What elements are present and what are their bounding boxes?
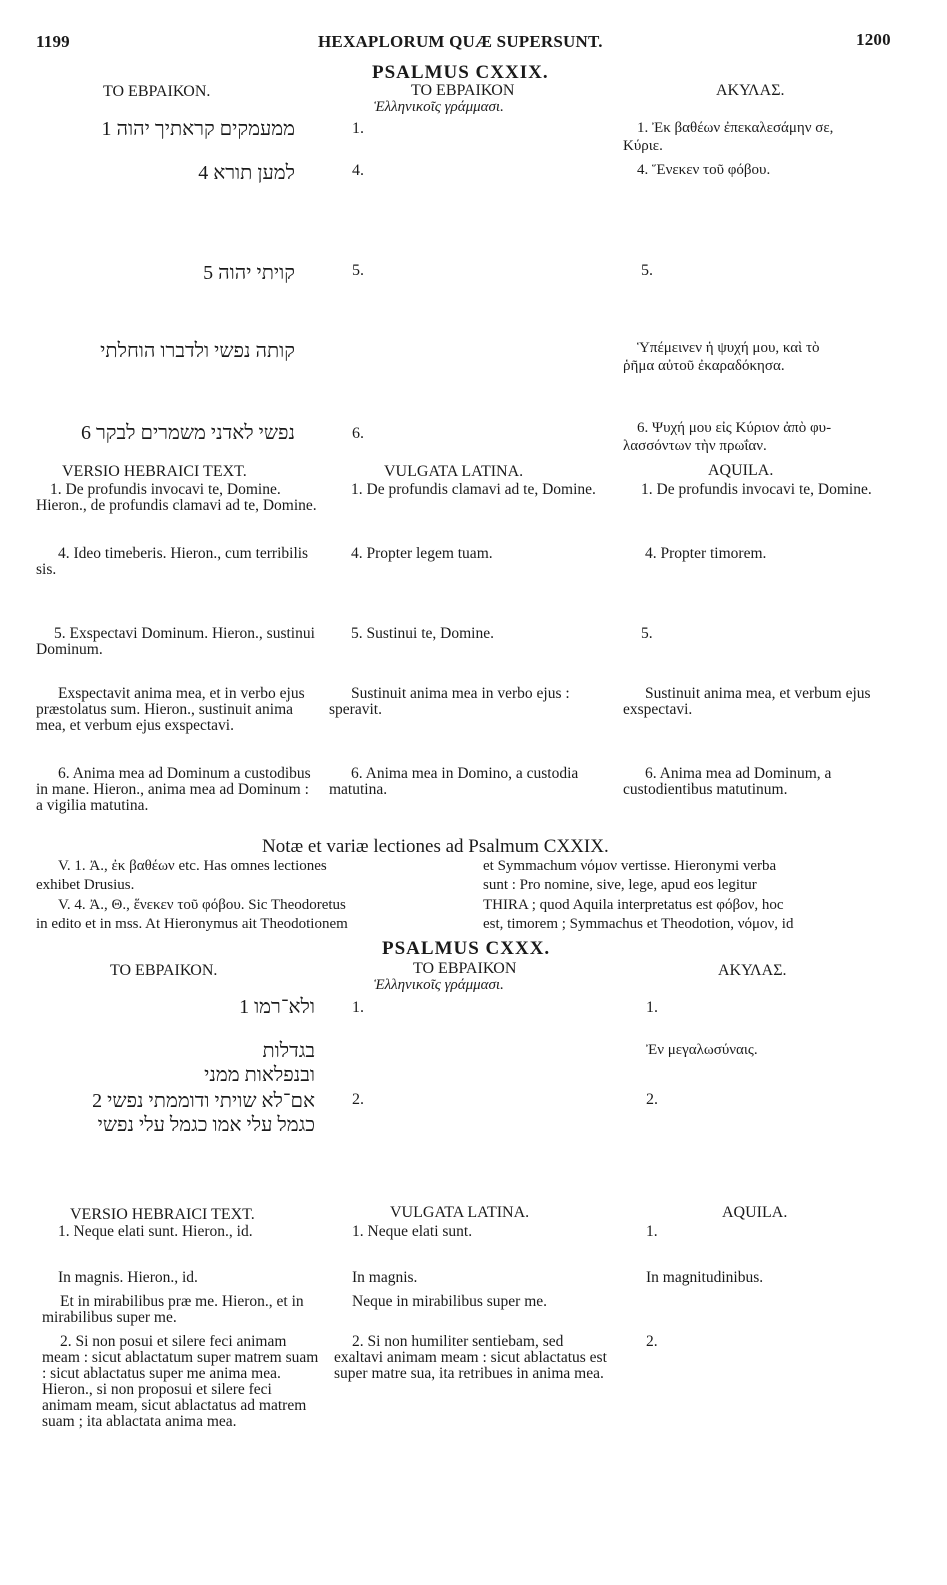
column-head-hebrew: ΤΟ ΕΒΡΑΙΚΟΝ. <box>110 962 218 979</box>
column-head-transliteration: ΤΟ ΕΒΡΑΙΚΟΝ <box>411 82 515 99</box>
latin-column-head: VULGATA LATINA. <box>384 463 524 480</box>
latin-column-head: VERSIO HEBRAICI TEXT. <box>62 463 247 480</box>
latin-column-head: VERSIO HEBRAICI TEXT. <box>70 1206 255 1223</box>
aquila-greek: 6. Ψυχή μου εἰς Κύριον ἀπὸ φυ- <box>637 420 832 436</box>
notes-line: exhibet Drusius. <box>36 877 135 893</box>
notes-line: V. 1. Ἀ., ἐκ βαθέων etc. Has omnes lectiones <box>58 858 327 874</box>
hebrew-verse: ממעמקים קראתיך יהוה 1 <box>101 118 295 140</box>
aquila-latin-text: 2. <box>646 1333 658 1350</box>
transliteration-number: 1. <box>352 999 364 1016</box>
vulgate-text: Sustinuit anima mea in verbo ejus : speravit. <box>329 685 570 718</box>
aquila-greek: ῥῆμα αὐτοῦ ἐκαραδόκησα. <box>623 358 785 374</box>
latin-column-head: AQUILA. <box>722 1204 788 1221</box>
column-subhead: Ἑλληνικοῖς γράμμασι. <box>374 977 504 993</box>
psalm-title: PSALMUS CXXIX. <box>372 62 549 83</box>
column-head-aquila: ΑΚΥΛΑΣ. <box>718 962 787 979</box>
aquila-latin-text: 5. <box>641 625 653 642</box>
aquila-latin-text: In magnitudinibus. <box>646 1269 764 1286</box>
left-page-number: 1199 <box>36 32 70 51</box>
transliteration-number: 5. <box>352 262 364 279</box>
aquila-greek: Κύριε. <box>623 138 663 154</box>
aquila-latin-text: 1. De profundis invocavi te, Domine. <box>641 481 872 498</box>
vulgate-text: 2. Si non humiliter sentiebam, sed exaltavi animam meam : sicut ablactatus est super matre sua, ita retribues in anima mea. <box>334 1333 607 1382</box>
vulgate-text: 5. Sustinui te, Domine. <box>351 625 494 642</box>
version-text: 1. De profundis invocavi te, Domine. Hieron., de profundis clamavi ad te, Domine. <box>36 481 317 514</box>
column-head-transliteration: ΤΟ ΕΒΡΑΙΚΟΝ <box>413 960 517 977</box>
aquila-greek: 5. <box>641 262 653 279</box>
version-text: 2. Si non posui et silere feci animam meam : sicut ablactatum super matrem suam : sicut ablactatus super me anima mea. Hieron., si non proposui et silere feci animam meam, sicut ablactatus ad matrem suam ; ita ablactata anima mea. <box>42 1333 319 1430</box>
aquila-greek: 2. <box>646 1091 658 1108</box>
vulgate-text: 1. Neque elati sunt. <box>352 1223 473 1240</box>
aquila-latin-text: 1. <box>646 1223 658 1240</box>
vulgate-text: Neque in mirabilibus super me. <box>352 1293 547 1310</box>
latin-column-head: VULGATA LATINA. <box>390 1204 530 1221</box>
aquila-greek: 4. Ἕνεκεν τοῦ φόβου. <box>637 162 771 178</box>
notes-line: THIRA ; quod Aquila interpretatus est φόβον, hoc <box>483 897 784 913</box>
hebrew-verse: אם־לא שויתי ודוממתי נפשי 2 <box>92 1090 315 1112</box>
hebrew-verse: ובנפלאות ממני <box>204 1064 315 1086</box>
hebrew-verse: קותה נפשי ולדברו הוחלתי <box>100 340 295 362</box>
aquila-latin-text: Sustinuit anima mea, et verbum ejus exspectavi. <box>623 685 871 718</box>
column-head-hebrew: ΤΟ ΕΒΡΑΙΚΟΝ. <box>103 83 211 100</box>
aquila-greek: Ὑπέμεινεν ἡ ψυχή μου, καὶ τὸ <box>637 340 820 356</box>
aquila-latin-text: 6. Anima mea ad Dominum, a custodientibus matutinum. <box>623 765 832 798</box>
psalm-title: PSALMUS CXXX. <box>382 938 551 959</box>
transliteration-number: 1. <box>352 120 364 137</box>
version-text: In magnis. Hieron., id. <box>58 1269 198 1286</box>
column-subhead: Ἑλληνικοῖς γράμμασι. <box>374 99 504 115</box>
transliteration-number: 2. <box>352 1091 364 1108</box>
version-text: 1. Neque elati sunt. Hieron., id. <box>58 1223 253 1240</box>
hebrew-verse: ולא־רמו 1 <box>239 996 315 1018</box>
aquila-greek: 1. Ἐκ βαθέων ἐπεκαλεσάμην σε, <box>637 120 834 136</box>
notes-line: V. 4. Ἀ., Θ., ἕνεκεν τοῦ φόβου. Sic Theodoretus <box>58 897 346 913</box>
latin-column-head: AQUILA. <box>708 462 774 479</box>
version-text: 5. Exspectavi Dominum. Hieron., sustinui Dominum. <box>36 625 315 658</box>
column-head-aquila: ΑΚΥΛΑΣ. <box>716 82 785 99</box>
version-text: Et in mirabilibus præ me. Hieron., et in mirabilibus super me. <box>42 1293 304 1326</box>
notes-line: sunt : Pro nomine, sive, lege, apud eos legitur <box>483 877 757 893</box>
transliteration-number: 4. <box>352 162 364 179</box>
hebrew-verse: כגמל עלי אמו כגמל עלי נפשי <box>97 1114 315 1136</box>
hebrew-verse: למען תורא 4 <box>198 162 295 184</box>
version-text: 4. Ideo timeberis. Hieron., cum terribilis sis. <box>36 545 309 578</box>
hebrew-verse: נפשי לאדני משמרים לבקר 6 <box>80 422 295 444</box>
notes-title: Notæ et variæ lectiones ad Psalmum CXXIX. <box>262 836 609 857</box>
hebrew-verse: בגדלות <box>262 1040 315 1062</box>
aquila-latin-text: 4. Propter timorem. <box>645 545 767 562</box>
aquila-greek: Ἐν μεγαλωσύναις. <box>646 1042 758 1058</box>
vulgate-text: 1. De profundis clamavi ad te, Domine. <box>351 481 596 498</box>
vulgate-text: 4. Propter legem tuam. <box>351 545 493 562</box>
right-page-number: 1200 <box>856 30 891 49</box>
aquila-greek: λασσόντων τὴν πρωΐαν. <box>623 438 767 454</box>
running-title: HEXAPLORUM QUÆ SUPERSUNT. <box>318 32 603 51</box>
notes-line: est, timorem ; Symmachus et Theodotion, νόμον, id <box>483 916 794 932</box>
aquila-greek: 1. <box>646 999 658 1016</box>
notes-line: in edito et in mss. At Hieronymus ait Theodotionem <box>36 916 348 932</box>
hebrew-verse: קויתי יהוה 5 <box>203 262 295 284</box>
transliteration-number: 6. <box>352 425 364 442</box>
version-text: Exspectavit anima mea, et in verbo ejus præstolatus sum. Hieron., sustinuit anima mea, et verbum ejus exspectavi. <box>36 685 305 734</box>
vulgate-text: 6. Anima mea in Domino, a custodia matutina. <box>329 765 579 798</box>
version-text: 6. Anima mea ad Dominum a custodibus in mane. Hieron., anima mea ad Dominum : a vigilia matutina. <box>36 765 311 814</box>
vulgate-text: In magnis. <box>352 1269 418 1286</box>
notes-line: et Symmachum νόμον vertisse. Hieronymi verba <box>483 858 777 874</box>
